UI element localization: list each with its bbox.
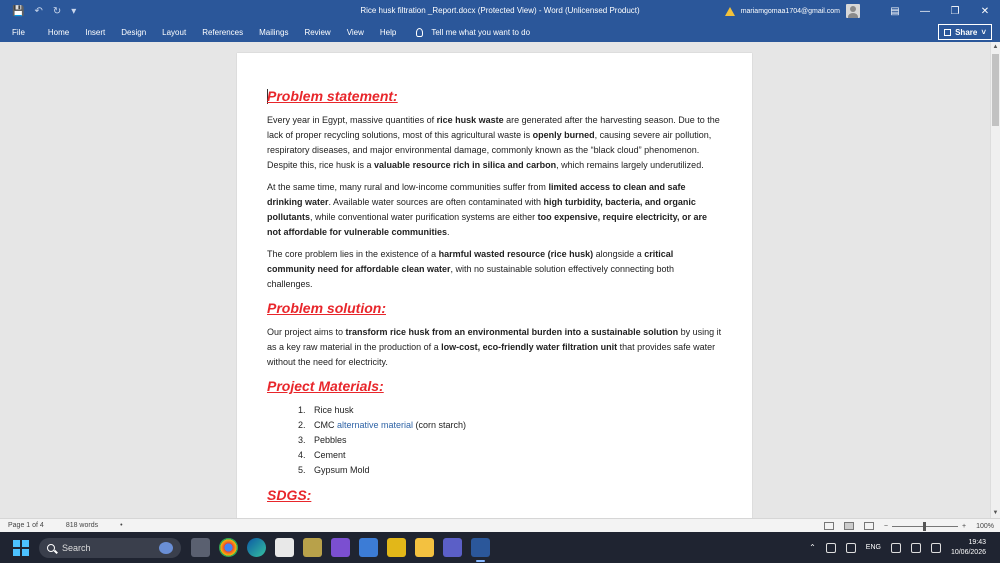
heading-project-materials: Project Materials: [267,378,384,394]
search-icon [47,544,55,552]
list-item: 1. Rice husk [298,405,354,415]
lightbulb-icon [416,28,423,37]
tab-insert[interactable]: Insert [85,27,106,37]
edge-icon[interactable] [247,538,266,557]
document-area[interactable] [0,42,990,518]
file-explorer-icon[interactable] [415,538,434,557]
paragraph [267,180,722,240]
list-item: 5. Gypsum Mold [298,465,370,475]
bold-text: low-cost, eco-friendly water filtration unit [441,342,618,352]
tab-file[interactable]: File [12,27,25,37]
document-content[interactable] [267,87,722,512]
text-run: alongside a [593,249,645,259]
clock[interactable] [951,538,986,558]
redo-icon[interactable]: ↻ [52,5,62,17]
tab-mailings[interactable]: Mailings [259,27,289,37]
zoom-out-button[interactable]: − [883,522,888,530]
tell-me-box[interactable] [416,28,530,37]
tab-layout[interactable]: Layout [162,27,187,37]
text-run: , causing severe air pollution, respiratory diseases, and major environmental damage, commonly known as the “black cloud” phenomenon. Despite this, rice husk is a [267,130,712,170]
link-text: alternative material [337,420,414,430]
zoom-in-button[interactable]: + [962,522,967,530]
text-run: , while conventional water purification systems are either [310,212,538,222]
text-run: , which remains largely underutilized. [556,160,704,170]
accessibility-icon[interactable]: • [120,522,123,529]
paragraph [267,247,722,292]
heading-sdgs: SDGS: [267,487,312,503]
store-icon[interactable] [275,538,294,557]
list-item: 2. CMC alternative material (corn starch) [298,420,467,430]
status-bar [0,518,1000,532]
bold-text: high turbidity, bacteria, and organic pollutants [267,197,696,222]
app-icon[interactable] [303,538,322,557]
task-view-icon[interactable] [191,538,210,557]
search-label: Search [62,542,91,553]
bold-text: valuable resource rich in silica and carbon [374,160,557,170]
chrome-icon[interactable] [219,538,238,557]
chevron-up-icon[interactable]: ⌃ [809,543,816,552]
text-run: Gypsum Mold [314,465,370,475]
zoom-level[interactable]: 100% [976,522,994,530]
text-run: Cement [314,450,346,460]
share-icon [944,29,951,36]
battery-icon[interactable] [931,543,941,553]
undo-icon[interactable]: ↶ [34,5,43,17]
quick-access-toolbar [0,6,120,17]
text-run: The core problem lies in the existence of a [267,249,439,259]
account-email[interactable]: mariamgomaa1704@gmail.com [740,7,840,15]
scrollbar-thumb[interactable] [992,54,999,126]
read-mode-icon[interactable] [824,522,834,530]
bold-text: limited access to clean and safe drinking water [267,182,686,207]
zoom-slider[interactable] [892,526,958,527]
customize-qat-icon[interactable]: ▾ [71,5,77,17]
tab-review[interactable]: Review [304,27,331,37]
clock-time: 19:43 [968,538,986,546]
bold-text: harmful wasted resource (rice husk) [438,249,594,259]
sync-icon[interactable] [846,543,856,553]
ribbon-display-options-button[interactable]: ▤ [890,5,900,17]
text-run: that provides safe water without the need for electricity. [267,342,716,367]
text-run: are generated after the harvesting season. Due to the lack of proper recycling solutions, most of this agricultural waste is [267,115,720,140]
text-run: , with no sustainable solution effectively connecting both challenges. [267,264,675,289]
language-indicator[interactable]: ENG [865,544,881,551]
word-icon[interactable] [471,538,490,557]
tell-me-text: Tell me what you want to do [431,27,531,37]
heading-problem-solution: Problem solution: [267,300,386,316]
bold-text: transform rice husk from an environmental burden into a sustainable solution [345,327,679,337]
chevron-down-icon: ˅ [981,27,986,37]
bold-text: too expensive, require electricity, or are not affordable for vulnerable communities [267,212,708,237]
avatar[interactable] [846,4,860,18]
zoom-slider-thumb[interactable] [923,522,926,531]
tab-home[interactable]: Home [47,27,70,37]
maximize-button[interactable]: ❐ [950,5,960,17]
text-run: Pebbles [314,435,347,445]
text-run: (corn starch) [413,420,467,430]
scroll-up-icon[interactable]: ▲ [992,44,999,50]
visual-studio-icon[interactable] [331,538,350,557]
text-run: At the same time, many rural and low-income communities suffer from [267,182,549,192]
ribbon-tabs [0,22,1000,42]
tab-design[interactable]: Design [121,27,147,37]
print-layout-icon[interactable] [844,522,854,530]
text-run: . Available water sources are often contaminated with [328,197,544,207]
app-icon[interactable] [359,538,378,557]
save-icon[interactable]: 💾 [12,5,25,17]
volume-icon[interactable] [911,543,921,553]
close-button[interactable]: ✕ [980,5,990,17]
paragraph [267,113,722,173]
taskbar-search[interactable] [39,538,181,558]
camera-off-icon[interactable] [826,543,836,553]
share-button[interactable] [938,24,992,40]
paragraph [267,325,722,370]
clock-date: 10/06/2026 [950,548,986,556]
vertical-scrollbar[interactable] [990,42,1000,518]
scroll-down-icon[interactable]: ▼ [992,510,999,516]
bold-text: openly burned [532,130,595,140]
text-run: Every year in Egypt, massive quantities of [267,115,437,125]
materials-list [267,403,722,478]
windows-start-icon[interactable] [13,540,29,556]
power-bi-icon[interactable] [387,538,406,557]
web-layout-icon[interactable] [864,522,874,530]
heading-problem-statement: Problem statement: [267,88,398,104]
text-run: CMC [314,420,337,430]
list-item: 3. Pebbles [298,435,347,445]
page-count[interactable]: Page 1 of 4 [8,522,44,529]
search-highlight-icon [159,542,173,554]
share-label: Share [955,27,978,37]
title-bar [0,0,1000,22]
bold-text: rice husk waste [436,115,504,125]
tab-help[interactable]: Help [379,27,397,37]
text-run: Rice husk [314,405,354,415]
wifi-icon[interactable] [891,543,901,553]
window-title: Rice husk filtration _Report.docx (Protected View) - Word (Unlicensed Product) [360,6,640,15]
system-tray [809,532,1000,563]
minimize-button[interactable]: — [920,5,930,17]
warning-icon[interactable] [725,7,735,16]
text-run: Our project aims to [267,327,346,337]
document-page[interactable] [237,53,752,518]
word-count[interactable]: 818 words [65,522,99,529]
tab-view[interactable]: View [346,27,364,37]
text-run: by using it as a key raw material in the production of a [267,327,722,352]
list-item: 4. Cement [298,450,346,460]
text-run: . [447,227,450,237]
bold-text: critical community need for affordable clean water [267,249,674,274]
teams-icon[interactable] [443,538,462,557]
tab-references[interactable]: References [202,27,244,37]
taskbar [0,532,1000,563]
